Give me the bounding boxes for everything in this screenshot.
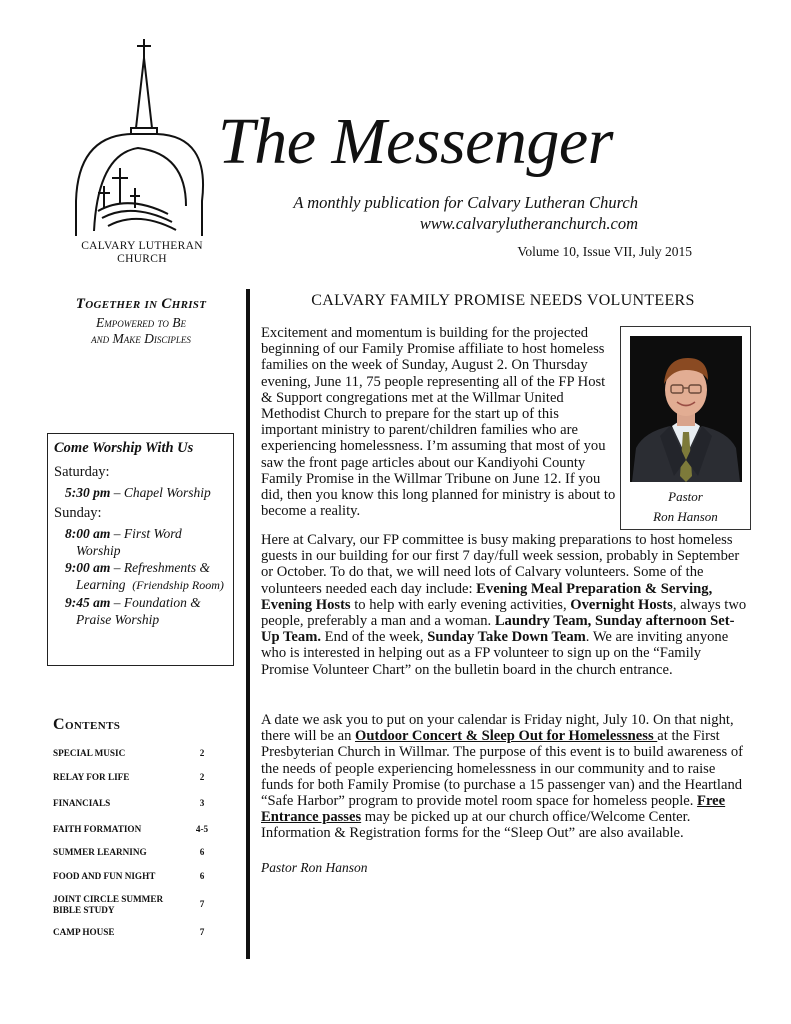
contents-title: Contents [53, 716, 121, 733]
toc-label: SUMMER LEARNING [53, 847, 147, 857]
masthead-subtitle: A monthly publication for Calvary Lutheran Church [293, 193, 638, 212]
text-run: to help with early evening activities, [350, 596, 571, 613]
tagline-subtitle-line2: and Make Disciples [91, 331, 191, 346]
tagline [45, 296, 237, 347]
toc-page: 2 [199, 748, 205, 758]
worship-times-box [47, 433, 234, 666]
service-time: 9:00 am [65, 560, 111, 575]
toc-label: JOINT CIRCLE SUMMER BIBLE STUDY [53, 894, 164, 915]
text-run: at the First Presbyterian Church in Willmar. The purpose of this event is to build awareness of the needs of people experiencing homelessness in our community and to raise funds for both Family Promise (to purchase a 15 passenger van) and the Heartland “Safe Harbor” program to provide motel room space for homeless people. [261, 728, 743, 810]
service-desc-cont: Worship [76, 543, 121, 558]
toc-page: 2 [199, 772, 205, 782]
volunteer-role: Evening Meal Preparation & Serving, Evening Hosts [261, 580, 713, 613]
toc-label: RELAY FOR LIFE [53, 772, 130, 782]
toc-label: FOOD AND FUN NIGHT [53, 871, 156, 881]
toc-page: 4-5 [195, 824, 209, 834]
pastor-photo-frame [620, 326, 751, 530]
text-run: , always two people, preferably a man and a woman. [261, 596, 747, 630]
service-sunday-900: 9:00 am – Refreshments & Learning (Friendship Room) [65, 560, 224, 592]
service-saturday-530: 5:30 pm – Chapel Worship [65, 485, 211, 500]
service-sunday-945: 9:45 am – Foundation & Praise Worship [54, 594, 227, 628]
church-logo [68, 36, 214, 236]
toc-page: 7 [199, 899, 205, 909]
tagline-subtitle-line1: Empowered to Be [95, 315, 187, 330]
service-desc: Foundation & [123, 595, 201, 610]
text-run: Here at Calvary, our FP committee is busy making preparations to host homeless guests in our building for our first 7 day/full week session, probably in September or October. To do that, we will need lots of Calvary volunteers. Some of the volunteers needed each day include: [261, 532, 740, 597]
toc-label: CAMP HOUSE [53, 927, 115, 937]
service-desc: Chapel Worship [123, 485, 211, 500]
service-desc: Refreshments & [123, 560, 210, 575]
text-run: . We are inviting anyone who is interested in helping out as a FP volunteer to sign up on the “Family Promise Volunteer Chart” on the bulletin board in the church entrance. [261, 629, 729, 678]
article-paragraph-1: Excitement and momentum is building for the projected beginning of our Family Promise affiliate to host homeless families on the week of Sunday, August 2. On Thursday evening, June 11, 75 people representing all of the FP Host & Support congregations met at the Willmar United Methodist Church to prepare for the start up of this important ministry to parent/children families who are experiencing homelessness. I’m assuming that most of you saw the front page articles about our Kandiyohi County Family Promise in the Willmar Tribune on June 12. If you did, then you know this long planned for ministry is about to become a reality. [261, 325, 616, 520]
article-paragraph-2 [261, 532, 751, 678]
steeple-arch-logo-icon [68, 36, 214, 236]
masthead-title: The Messenger [218, 105, 613, 178]
toc-page: 7 [199, 927, 205, 937]
toc-label: FAITH FORMATION [53, 824, 142, 834]
service-time: 8:00 am [65, 526, 111, 541]
toc-page: 6 [199, 871, 205, 881]
saturday-label: Saturday: [54, 464, 110, 480]
text-run: A date we ask you to put on your calendar is Friday night, July 10. On that night, there will be an [261, 712, 734, 745]
service-sunday-800: 8:00 am – First Word Worship [54, 525, 227, 559]
volunteer-role: Laundry Team, Sunday afternoon Set-Up Team. [261, 613, 735, 646]
service-desc-cont: Learning [76, 577, 126, 592]
photo-caption-line2: Ron Hanson [653, 509, 718, 524]
pastor-photo [630, 336, 742, 482]
sunday-label: Sunday: [54, 505, 102, 521]
masthead-subtitle-block [240, 192, 638, 234]
issue-info: Volume 10, Issue VII, July 2015 [517, 244, 692, 259]
column-divider [246, 289, 250, 959]
tagline-subtitle [45, 315, 237, 347]
volunteer-role: Overnight Hosts [570, 596, 673, 613]
article-signature: Pastor Ron Hanson [261, 860, 368, 875]
church-name: CALVARY LUTHERAN CHURCH [81, 240, 203, 265]
free-passes-note: Free Entrance passes [261, 793, 726, 826]
pastor-portrait-icon [630, 336, 742, 482]
service-time: 9:45 am [65, 595, 111, 610]
service-desc: First Word [123, 526, 182, 541]
service-location-note: (Friendship Room) [132, 578, 224, 592]
article-paragraph-3 [261, 712, 751, 842]
toc-label: SPECIAL MUSIC [53, 748, 126, 758]
photo-caption-line1: Pastor [668, 489, 703, 504]
text-run: may be picked up at our church office/Welcome Center. Information & Registration forms for the “Sleep Out” are also available. [261, 809, 691, 842]
toc-page: 6 [199, 847, 205, 857]
event-name: Outdoor Concert & Sleep Out for Homelessness [355, 728, 658, 745]
masthead-website[interactable]: www.calvarylutheranchurch.com [419, 214, 638, 233]
worship-box-title: Come Worship With Us [54, 440, 194, 456]
service-time: 5:30 pm [65, 485, 111, 500]
toc-label: FINANCIALS [53, 798, 111, 808]
volunteer-role: Sunday Take Down Team [427, 629, 586, 646]
tagline-title: Together in Christ [75, 296, 207, 312]
photo-caption [621, 487, 750, 527]
service-desc-cont: Praise Worship [76, 612, 160, 627]
toc-page: 3 [199, 798, 205, 808]
text-run: End of the week, [321, 629, 428, 646]
article-headline: CALVARY FAMILY PROMISE NEEDS VOLUNTEERS [311, 292, 695, 309]
